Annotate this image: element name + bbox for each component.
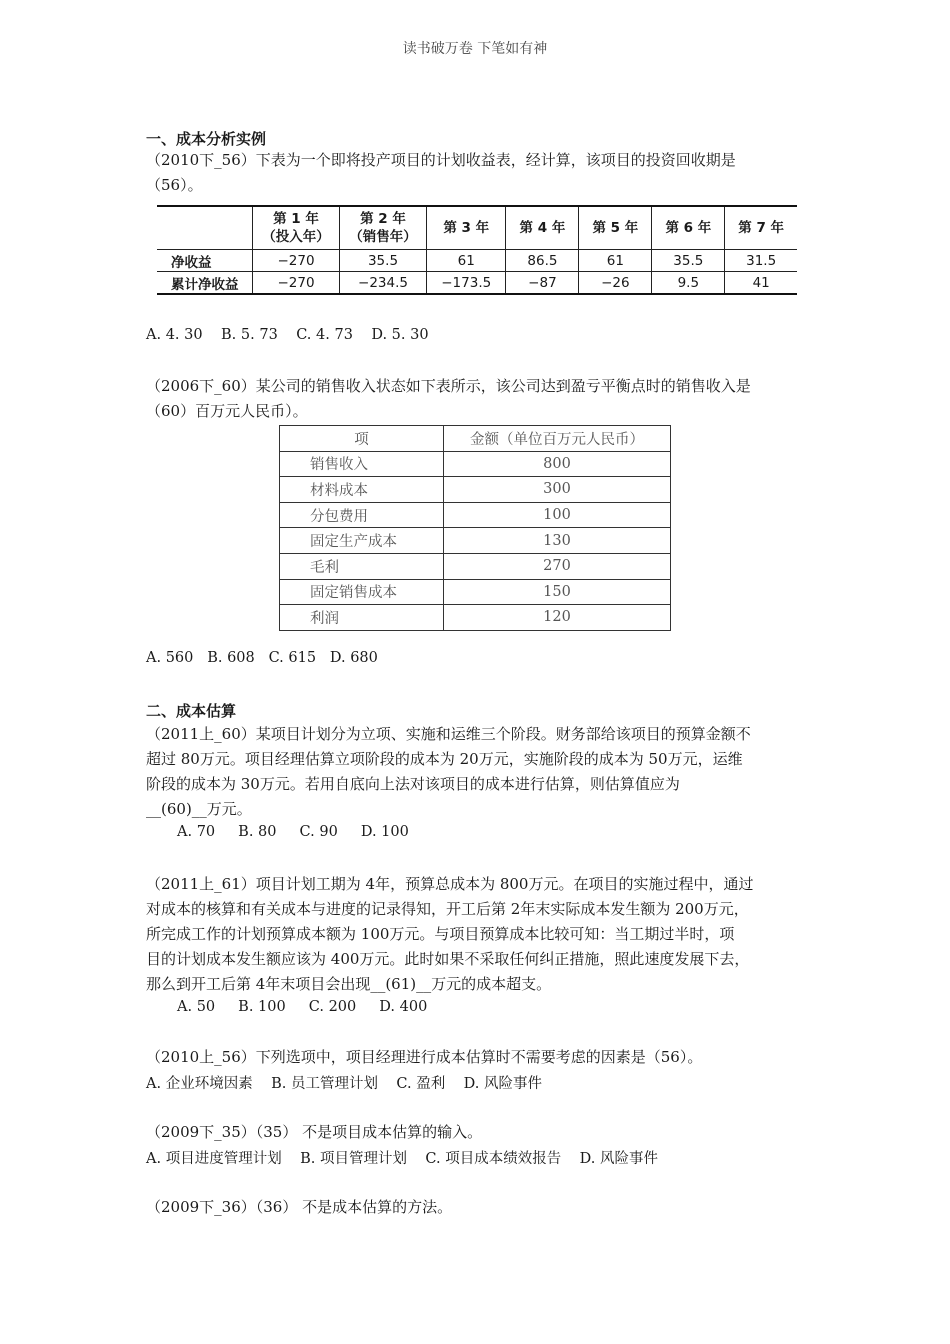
table-header-cell: 第 1 年 （投入年） (253, 206, 340, 250)
q5-options: A. 企业环境因素 B. 员工管理计划 C. 盈利 D. 风险事件 (146, 1076, 542, 1092)
q1-text-line-1: （2010下_56）下表为一个即将投产项目的计划收益表，经计算，该项目的投资回收期是 (146, 151, 736, 169)
table-row: 净收益 −270 35.5 61 86.5 61 35.5 31.5 (157, 250, 797, 272)
q3-options: A. 70 B. 80 C. 90 D. 100 (177, 824, 409, 840)
table-header-cell: 第 7 年 (725, 206, 797, 250)
table-header-cell (157, 206, 253, 250)
q4-text-line-1: （2011上_61）项目计划工期为 4年，预算总成本为 800万元。在项目的实施过程中，通过 (146, 875, 754, 893)
table-row: 利润 120 (280, 605, 671, 631)
q2-options: A. 560 B. 608 C. 615 D. 680 (146, 650, 378, 666)
table-row: 项 金额（单位百万元人民币） (280, 426, 671, 452)
section-1-title: 一、成本分析实例 (146, 130, 267, 148)
q1-text-line-2: （56）。 (146, 176, 203, 194)
table-row: 毛利 270 (280, 553, 671, 579)
table-row: 分包费用 100 (280, 502, 671, 528)
table-row: 材料成本 300 (280, 477, 671, 503)
q3-text-line-3: 阶段的成本为 30万元。若用自底向上法对该项目的成本进行估算，则估算值应为 (146, 775, 680, 793)
table-row: 固定销售成本 150 (280, 579, 671, 605)
q3-text-line-1: （2011上_60）某项目计划分为立项、实施和运维三个阶段。财务部给该项目的预算金额不 (146, 725, 751, 743)
table-row: 累计净收益 −270 −234.5 −173.5 −87 −26 9.5 41 (157, 272, 797, 295)
table-row: 固定生产成本 130 (280, 528, 671, 554)
table-header-cell: 第 2 年 （销售年） (340, 206, 427, 250)
table-row: 销售收入 800 (280, 451, 671, 477)
table-header-cell: 第 6 年 (652, 206, 725, 250)
table-header-cell: 第 5 年 (579, 206, 652, 250)
page-header: 读书破万卷 下笔如有神 (402, 41, 548, 57)
q6-text: （2009下_35）（35） 不是项目成本估算的输入。 (146, 1123, 483, 1141)
q7-text: （2009下_36）（36） 不是成本估算的方法。 (146, 1198, 453, 1216)
q6-options: A. 项目进度管理计划 B. 项目管理计划 C. 项目成本绩效报告 D. 风险事件 (146, 1151, 658, 1167)
q2-text-line-1: （2006下_60）某公司的销售收入状态如下表所示，该公司达到盈亏平衡点时的销售收入是 (146, 377, 751, 395)
q2-text-line-2: （60）百万元人民币）。 (146, 402, 308, 420)
q4-text-line-5: 那么到开工后第 4年末项目会出现__(61)__万元的成本超支。 (146, 975, 552, 993)
q5-text: （2010上_56）下列选项中，项目经理进行成本估算时不需要考虑的因素是（56）。 (146, 1048, 703, 1066)
payback-table (157, 205, 797, 295)
q4-text-line-3: 所完成工作的计划预算成本额为 100万元。与项目预算成本比较可知：当工期过半时，项 (146, 925, 735, 943)
q1-options: A. 4. 30 B. 5. 73 C. 4. 73 D. 5. 30 (146, 327, 429, 343)
q4-options: A. 50 B. 100 C. 200 D. 400 (177, 999, 428, 1015)
sales-table (279, 425, 671, 631)
table-header-cell: 第 4 年 (506, 206, 579, 250)
q3-text-line-4: __(60)__万元。 (146, 800, 252, 818)
section-2-title: 二、成本估算 (146, 702, 237, 720)
q4-text-line-4: 目的计划成本发生额应该为 400万元。此时如果不采取任何纠正措施，照此速度发展下去， (146, 950, 750, 968)
q3-text-line-2: 超过 80万元。项目经理估算立项阶段的成本为 20万元，实施阶段的成本为 50万元，运维 (146, 750, 743, 768)
table-header-cell: 第 3 年 (427, 206, 506, 250)
q4-text-line-2: 对成本的核算和有关成本与进度的记录得知，开工后第 2年末实际成本发生额为 200万元， (146, 900, 749, 918)
